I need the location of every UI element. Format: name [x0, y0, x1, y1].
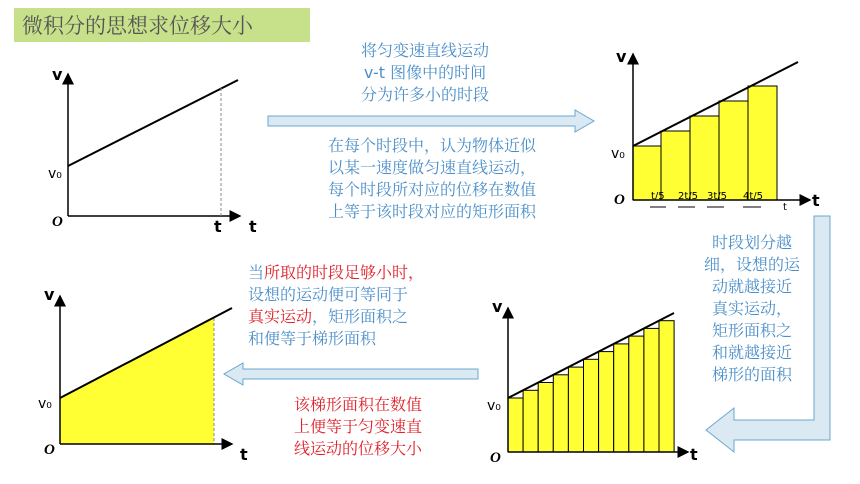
caption-right-line: 和就越接近 — [711, 343, 792, 362]
rect-bar — [719, 101, 748, 200]
caption-left — [238, 262, 494, 350]
label-v0: v₀ — [38, 396, 52, 412]
velocity-line — [68, 80, 238, 166]
label-origin: O — [44, 442, 55, 458]
tick-label: t/5 — [651, 191, 665, 202]
caption-bottom — [248, 394, 468, 460]
rect-bar — [690, 116, 719, 200]
caption-top — [306, 40, 544, 106]
rect-bar — [644, 328, 659, 452]
caption-top-line: 将匀变速直线运动 — [360, 41, 489, 60]
caption-right-line: 梯形的面积 — [711, 365, 792, 384]
tick-label: t — [783, 202, 787, 213]
caption-top-line: 分为许多小的时段 — [360, 85, 489, 104]
rect-bar — [659, 321, 674, 452]
slide-title-text: 微积分的思想求位移大小 — [22, 14, 253, 38]
label-v: v — [616, 47, 627, 66]
rect-bar — [614, 344, 629, 452]
label-t-marker: t — [214, 217, 222, 236]
label-t: t — [812, 191, 820, 210]
rect-bar — [584, 359, 599, 452]
label-v: v — [52, 65, 63, 84]
rect-bar — [661, 131, 690, 200]
caption-left-line: 和便等于梯形面积 — [248, 329, 377, 348]
caption-right — [688, 232, 816, 386]
graph-top-left — [68, 74, 240, 216]
label-origin: O — [490, 450, 501, 466]
caption-middle-line: 以某一速度做匀速直线运动， — [327, 158, 536, 177]
caption-right-line: 动就越接近 — [711, 277, 792, 296]
arrow-left — [224, 363, 478, 385]
caption-bottom-line: 线运动的位移大小 — [293, 439, 422, 458]
caption-right-line: 细，设想的运 — [703, 255, 800, 274]
label-t: t — [240, 445, 248, 464]
caption-left-line: 设想的运动便可等同于 — [248, 285, 409, 304]
label-origin: O — [52, 214, 63, 230]
rect-bar — [523, 390, 538, 452]
caption-left-line — [248, 306, 494, 328]
tick-label: 2t/5 — [678, 191, 699, 202]
caption-left-line — [248, 262, 494, 284]
label-t: t — [690, 445, 698, 464]
rect-bar — [508, 398, 523, 452]
rect-bar — [629, 336, 644, 452]
tick-label: 3t/5 — [707, 191, 728, 202]
caption-middle-line: 每个时段所对应的位移在数值 — [327, 180, 536, 199]
arrow-right — [268, 110, 594, 132]
caption-top-line: v-t 图像中的时间 — [363, 63, 487, 82]
caption-left-text: 当 — [248, 263, 265, 282]
label-t: t — [249, 217, 257, 236]
caption-right-line: 时段划分越 — [711, 233, 792, 252]
label-v: v — [44, 285, 55, 304]
caption-right-line: 矩形面积之 — [711, 321, 792, 340]
trapezoid-area — [60, 318, 214, 444]
caption-left-highlight: 真实运动 — [248, 307, 313, 326]
tick-label: 4t/5 — [743, 191, 764, 202]
rect-bar — [748, 86, 777, 200]
graph-bottom-left — [60, 296, 232, 444]
label-v0: v₀ — [48, 166, 62, 182]
rect-bar — [599, 352, 614, 452]
rect-bar — [568, 367, 583, 452]
label-v0: v₀ — [487, 398, 501, 414]
label-origin: O — [614, 192, 625, 208]
rect-bar — [553, 375, 568, 452]
label-v0: v₀ — [611, 146, 625, 162]
label-v: v — [492, 297, 503, 316]
caption-left-text: ，矩形面积之 — [312, 307, 409, 326]
caption-left-highlight: 所取的时段足够小时， — [264, 263, 425, 282]
caption-middle-line: 在每个时段中，认为物体近似 — [327, 136, 536, 155]
caption-right-line: 真实运动， — [711, 299, 792, 318]
caption-middle-line: 上等于该时段对应的矩形面积 — [327, 202, 536, 221]
rect-bar — [538, 383, 553, 453]
caption-bottom-line: 该梯形面积在数值 — [293, 395, 422, 414]
caption-bottom-line: 上便等于匀变速直 — [293, 417, 422, 436]
caption-middle — [282, 135, 582, 223]
graph-top-right — [633, 54, 810, 207]
